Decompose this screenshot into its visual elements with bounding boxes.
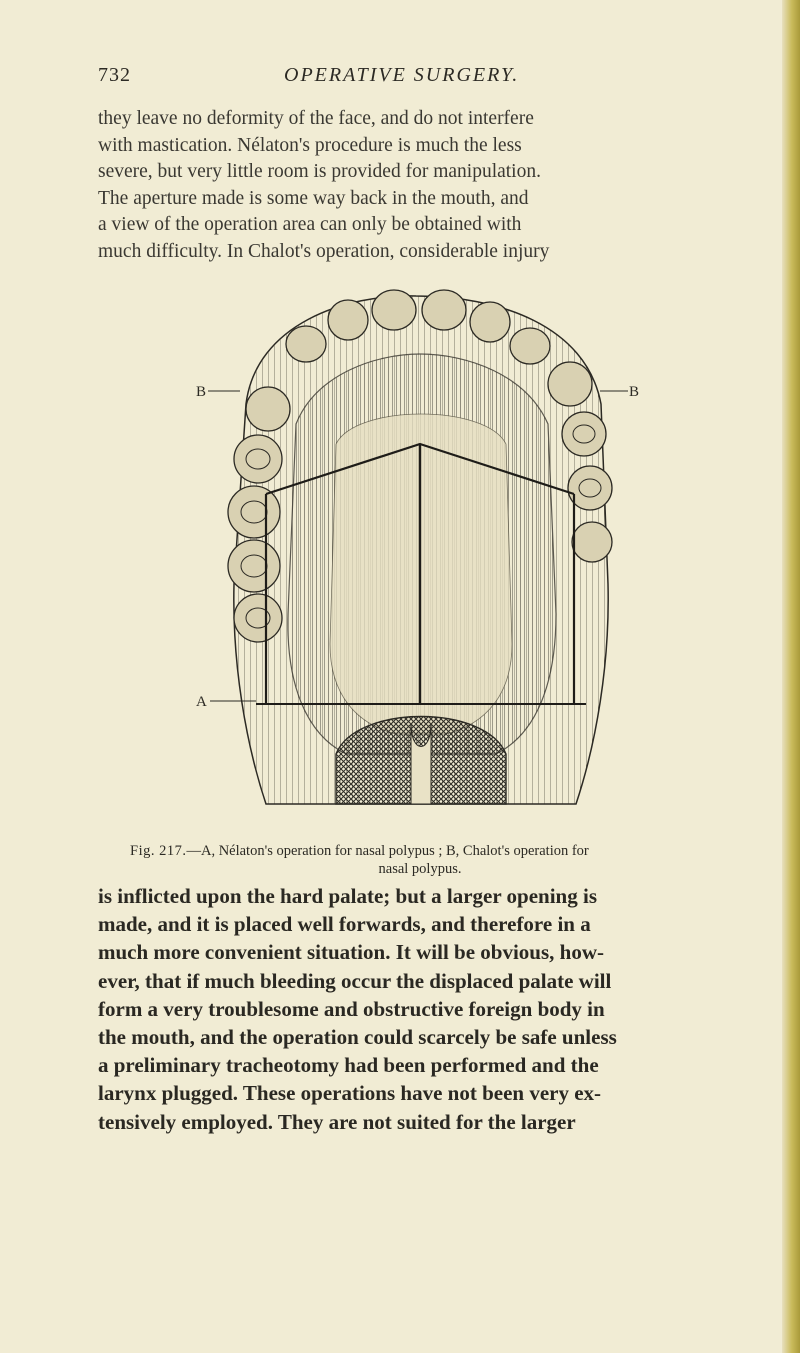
text-line: severe, but very little room is provided for manipulation. — [98, 161, 541, 183]
text-line: form a very troublesome and obstructive foreign body in — [98, 996, 605, 1021]
text-line: they leave no deformity of the face, and do not interfere — [98, 108, 534, 129]
paragraph-top — [98, 106, 549, 266]
label-a: A — [196, 694, 207, 710]
caption-text-continued: nasal polypus. — [378, 861, 462, 877]
text-line: with mastication. Nélaton's procedure is much the less — [98, 134, 522, 156]
text-line: tensively employed. They are not suited for the larger — [98, 1109, 576, 1134]
tooth — [422, 290, 466, 330]
page-header — [98, 64, 738, 94]
tooth — [372, 290, 416, 330]
tooth — [286, 326, 326, 362]
text-line: much more convenient situation. It will be obvious, how- — [98, 940, 604, 965]
page-number: 732 — [98, 64, 131, 86]
tooth — [572, 522, 612, 562]
tooth — [470, 302, 510, 342]
text-line: made, and it is placed well forwards, and therefore in a — [98, 912, 591, 937]
tooth — [234, 594, 282, 642]
label-b-left: B — [196, 384, 207, 400]
tooth — [328, 300, 368, 340]
tooth — [548, 362, 592, 406]
label-b-right: B — [629, 384, 640, 400]
paragraph-bottom — [98, 882, 617, 1136]
running-title: OPERATIVE SURGERY. — [284, 64, 520, 86]
text-line: a preliminary tracheotomy had been performed and the — [98, 1053, 599, 1078]
figure-caption — [130, 842, 750, 878]
text-line: much difficulty. In Chalot's operation, considerable injury — [98, 240, 550, 262]
palate-illustration — [196, 284, 644, 840]
page-edge — [782, 0, 800, 1353]
tooth — [510, 328, 550, 364]
tooth — [234, 435, 282, 483]
tooth — [228, 486, 280, 538]
text-line: is inflicted upon the hard palate; but a larger opening is — [98, 884, 597, 908]
text-line: The aperture made is some way back in the mouth, and — [98, 187, 529, 209]
tooth — [562, 412, 606, 456]
text-line: the mouth, and the operation could scarcely be safe unless — [98, 1025, 617, 1050]
caption-text: —A, Nélaton's operation for nasal polypus ; B, Chalot's operation for — [186, 843, 589, 859]
text-line: a view of the operation area can only be obtained with — [98, 214, 522, 236]
figure-number: Fig. 217. — [130, 843, 187, 859]
palate-engraving — [196, 284, 644, 840]
text-line: larynx plugged. These operations have not been very ex- — [98, 1081, 602, 1106]
tooth — [246, 387, 290, 431]
text-line: ever, that if much bleeding occur the displaced palate will — [98, 968, 612, 993]
tooth — [228, 540, 280, 592]
